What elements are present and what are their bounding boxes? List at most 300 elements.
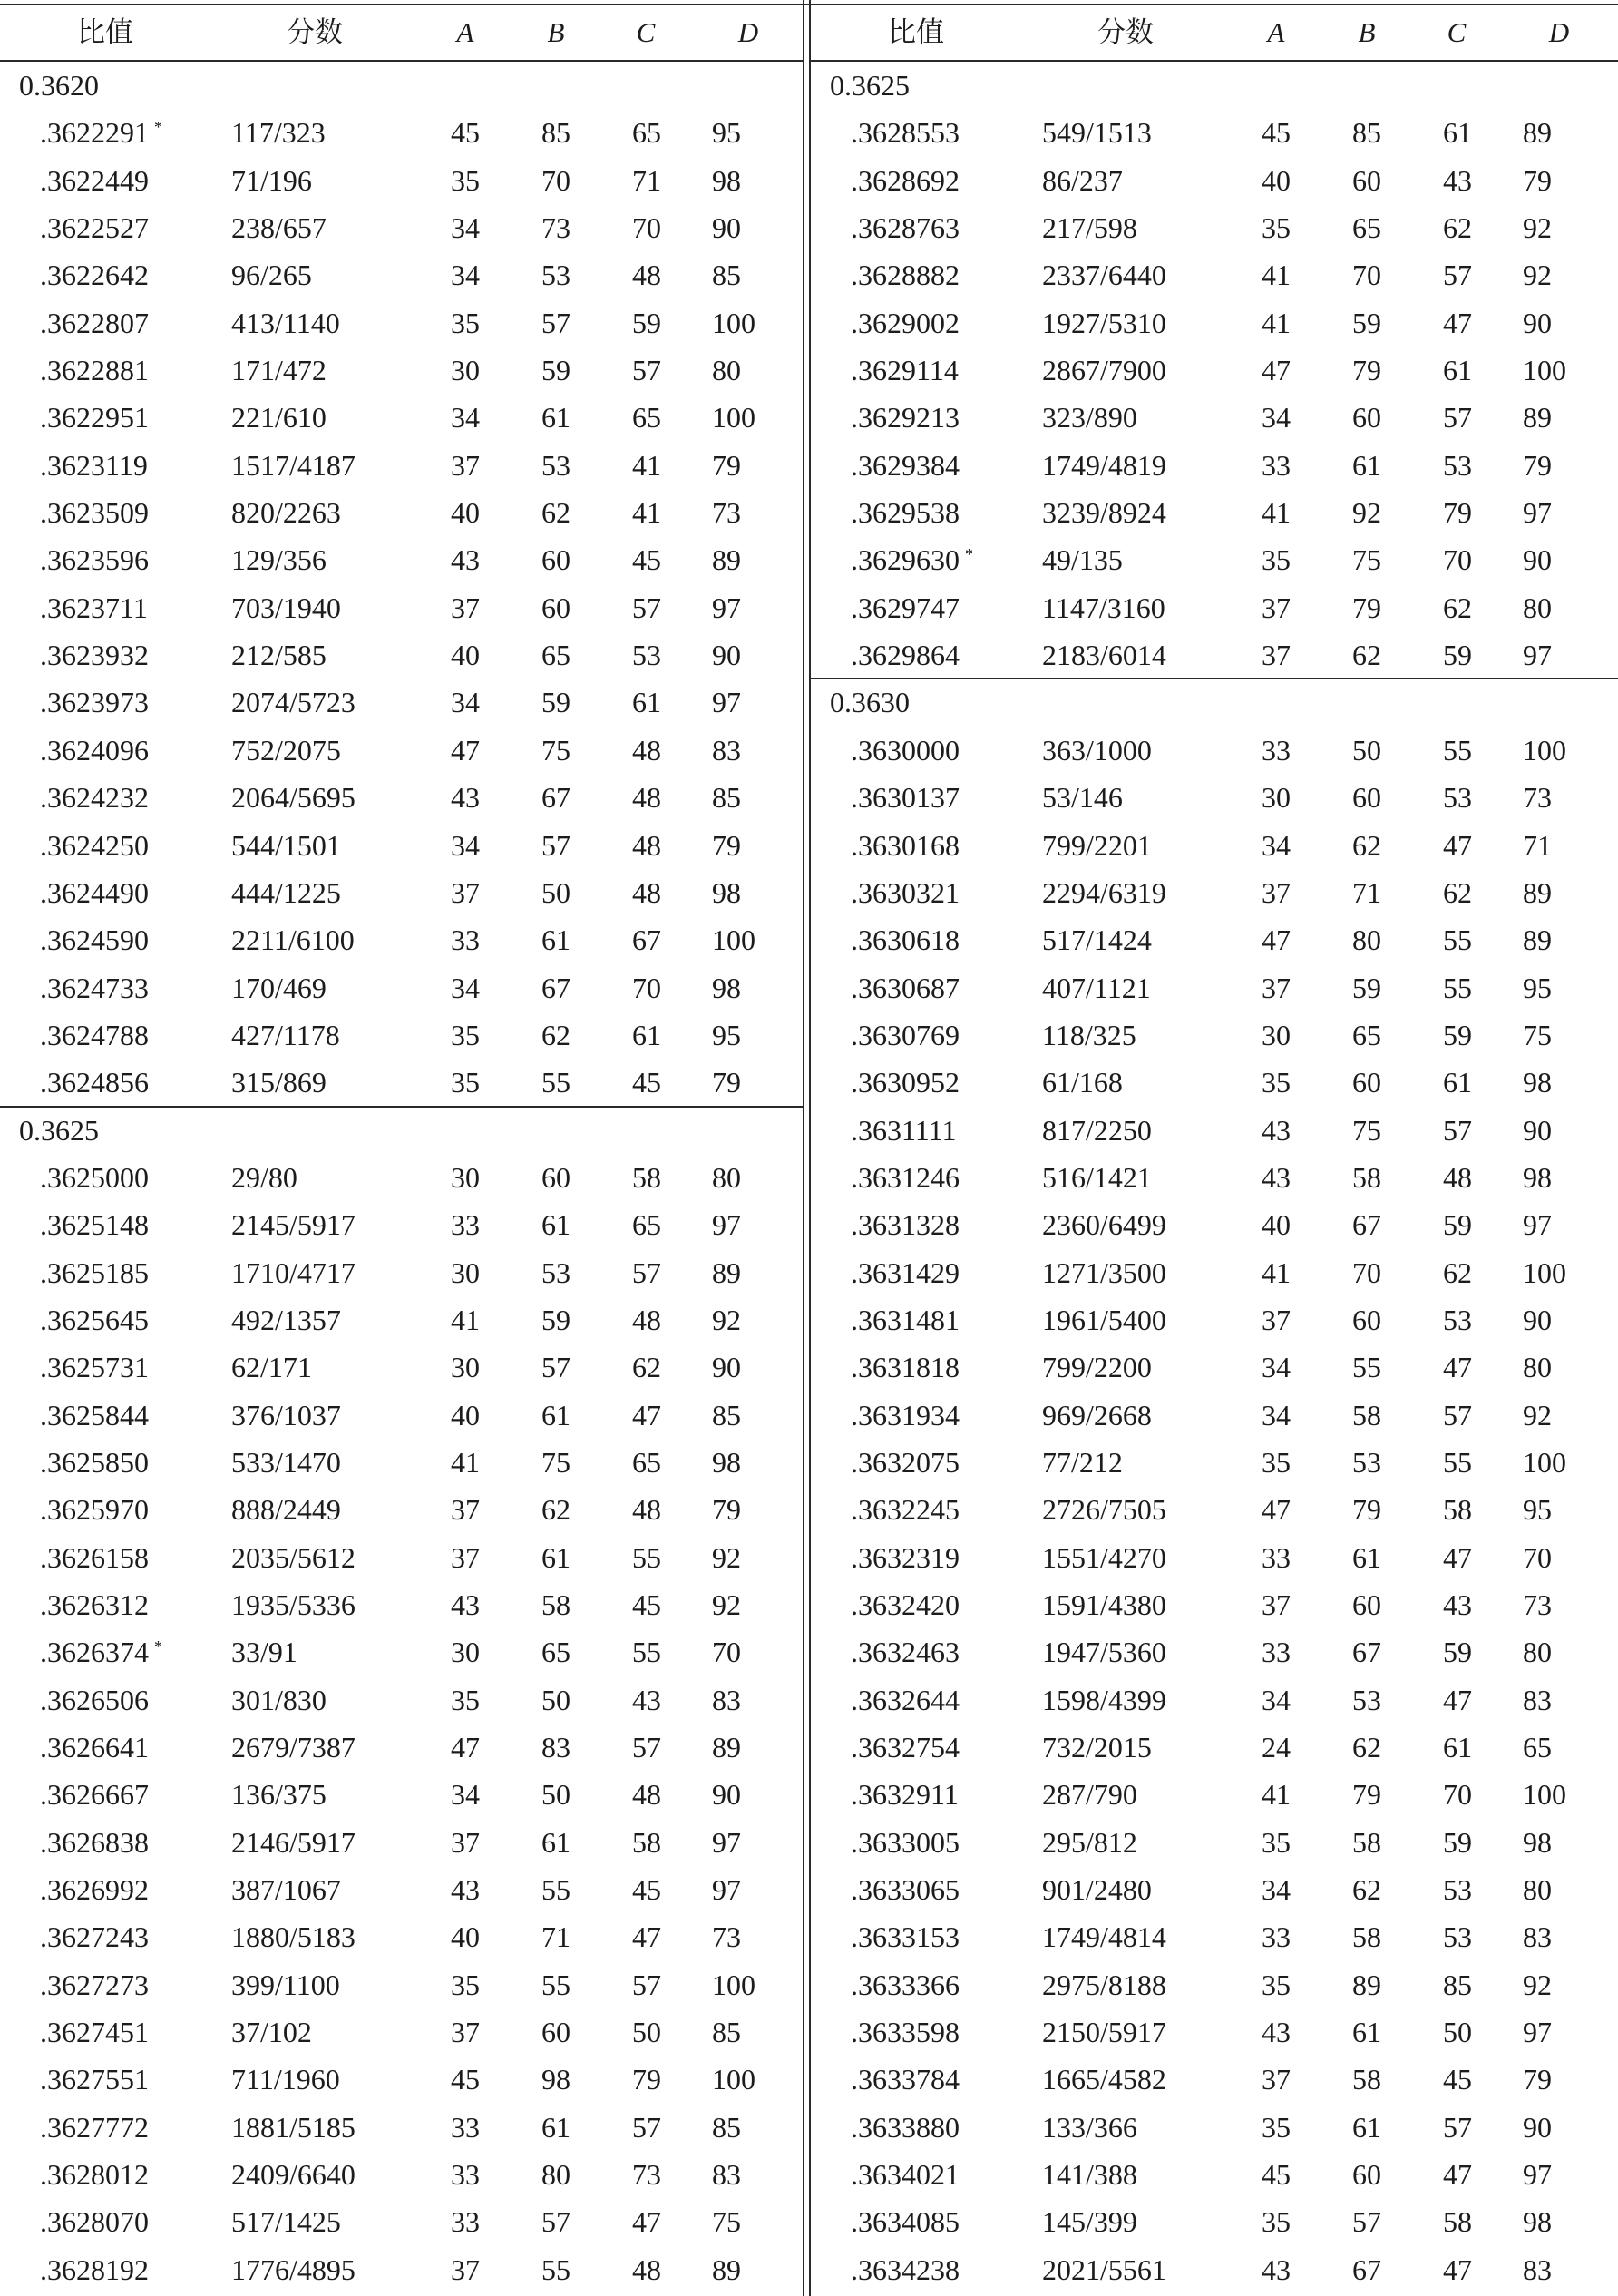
d-cell: 85: [712, 1398, 741, 1431]
ratio-cell: [851, 442, 960, 489]
b-cell: 79: [1352, 591, 1381, 624]
a-cell: 43: [1262, 1160, 1291, 1194]
ratio-cell: [851, 1154, 960, 1201]
ratio-cell: [40, 1392, 149, 1439]
table-row: [0, 869, 803, 916]
c-cell: 67: [632, 923, 661, 957]
d-cell: 100: [712, 2063, 755, 2096]
ratio-value: .3627243: [40, 1920, 149, 1954]
fraction-cell: 136/375: [231, 1778, 327, 1812]
b-cell: 59: [1352, 971, 1381, 1004]
fraction-cell: 62/171: [231, 1351, 312, 1384]
c-cell: 57: [1443, 259, 1472, 292]
c-cell: 48: [632, 875, 661, 909]
b-cell: 60: [541, 1160, 570, 1194]
b-cell: 58: [1352, 1825, 1381, 1859]
ratio-cell: [851, 2056, 960, 2103]
a-cell: 37: [451, 1493, 480, 1527]
a-cell: 37: [451, 2252, 480, 2286]
c-cell: 47: [1443, 1683, 1472, 1716]
a-cell: 33: [1262, 1920, 1291, 1954]
ratio-cell: [851, 1486, 960, 1533]
c-cell: 58: [632, 1160, 661, 1194]
a-cell: 34: [1262, 1873, 1291, 1907]
c-cell: 47: [1443, 2252, 1472, 2286]
c-cell: 47: [1443, 1351, 1472, 1384]
d-cell: 90: [712, 211, 741, 245]
ratio-cell: [851, 1628, 960, 1676]
ratio-cell: [851, 109, 960, 156]
ratio-cell: [40, 916, 149, 963]
a-cell: 35: [451, 163, 480, 197]
ratio-value: .3623509: [40, 496, 149, 530]
c-cell: 47: [1443, 306, 1472, 339]
fraction-cell: 2975/8188: [1042, 1968, 1166, 2001]
ratio-cell: [40, 1913, 149, 1960]
a-cell: 35: [451, 1683, 480, 1716]
ratio-cell: [40, 2008, 149, 2056]
ratio-value: .3629747: [851, 591, 960, 624]
d-cell: 79: [1523, 448, 1552, 482]
a-cell: 35: [1262, 1825, 1291, 1859]
ratio-value: .3628553: [851, 116, 960, 150]
ratio-cell: [851, 822, 960, 869]
d-cell: 80: [1523, 1351, 1552, 1384]
b-cell: 60: [1352, 163, 1381, 197]
b-cell: 61: [541, 1398, 570, 1431]
ratio-cell: [40, 489, 149, 536]
d-cell: 92: [1523, 1968, 1552, 2001]
d-cell: 89: [1523, 401, 1552, 435]
ratio-cell: [851, 1534, 960, 1581]
table-row: [811, 1486, 1618, 1533]
table-row: [811, 869, 1618, 916]
b-cell: 85: [1352, 116, 1381, 150]
ratio-value: .3630687: [851, 971, 960, 1004]
ratio-value: .3625148: [40, 1208, 149, 1242]
table-row: [0, 2104, 803, 2151]
ratio-cell: [40, 157, 149, 204]
b-cell: 57: [541, 306, 570, 339]
c-cell: 57: [632, 1968, 661, 2001]
a-cell: 43: [1262, 2016, 1291, 2049]
table-row: [811, 442, 1618, 489]
ratio-value: .3629384: [851, 448, 960, 482]
b-cell: 62: [1352, 1731, 1381, 1764]
ratio-value: .3622881: [40, 354, 149, 387]
b-cell: 58: [1352, 1160, 1381, 1194]
table-row: [811, 1724, 1618, 1771]
ratio-cell: [40, 1771, 149, 1818]
d-cell: 97: [712, 1208, 741, 1242]
table-row: [811, 1059, 1618, 1106]
ratio-cell: [851, 489, 960, 536]
a-cell: 30: [451, 1636, 480, 1669]
fraction-cell: 703/1940: [231, 591, 341, 624]
ratio-value: .3631328: [851, 1208, 960, 1242]
table-row: [0, 584, 803, 631]
ratio-value: .3629630: [851, 543, 960, 577]
table-row: [0, 1296, 803, 1343]
ratio-cell: [851, 584, 960, 631]
d-cell: 89: [1523, 875, 1552, 909]
table-row: [811, 2008, 1618, 2056]
ratio-cell: [40, 1866, 149, 1913]
b-cell: 60: [1352, 2158, 1381, 2192]
ratio-value: .3622642: [40, 259, 149, 292]
table-row: [811, 822, 1618, 869]
ratio-cell: [40, 1011, 149, 1059]
d-cell: 73: [1523, 1588, 1552, 1621]
table-row: [0, 1201, 803, 1248]
a-cell: 37: [451, 1540, 480, 1574]
ratio-value: .3625185: [40, 1255, 149, 1289]
d-cell: 90: [712, 1778, 741, 1812]
ratio-value: .3629538: [851, 496, 960, 530]
c-cell: 53: [1443, 781, 1472, 815]
d-cell: 100: [1523, 354, 1566, 387]
table-row: [0, 727, 803, 774]
d-cell: 73: [712, 496, 741, 530]
ratio-value: .3627273: [40, 1968, 149, 2001]
a-cell: 35: [1262, 1445, 1291, 1479]
table-row: [0, 536, 803, 583]
d-cell: 89: [712, 1255, 741, 1289]
ratio-cell: [40, 1819, 149, 1866]
ratio-value: .3632420: [851, 1588, 960, 1621]
table-row: [0, 631, 803, 679]
d-cell: 97: [712, 686, 741, 719]
c-cell: 45: [632, 1873, 661, 1907]
section-label-row: [0, 62, 803, 109]
table-row: [0, 2056, 803, 2103]
ratio-cell: [851, 394, 960, 441]
table-row: [0, 964, 803, 1011]
ratio-value: .3622527: [40, 211, 149, 245]
a-cell: 30: [451, 354, 480, 387]
table-row: [811, 1201, 1618, 1248]
a-cell: 37: [1262, 591, 1291, 624]
ratio-value: .3630769: [851, 1018, 960, 1051]
ratio-cell: [40, 347, 149, 394]
c-cell: 57: [1443, 2110, 1472, 2144]
c-cell: 45: [632, 1588, 661, 1621]
c-cell: 61: [632, 686, 661, 719]
b-cell: 61: [1352, 1540, 1381, 1574]
ratio-cell: [851, 1913, 960, 1960]
d-cell: 90: [712, 639, 741, 672]
ratio-cell: [40, 727, 149, 774]
fraction-cell: 86/237: [1042, 163, 1123, 197]
d-cell: 97: [712, 1873, 741, 1907]
ratio-value: .3623973: [40, 686, 149, 719]
ratio-cell: [40, 2151, 149, 2198]
d-cell: 89: [1523, 116, 1552, 150]
ratio-cell: [40, 2056, 149, 2103]
table-row: [0, 822, 803, 869]
ratio-cell: [40, 774, 149, 821]
d-cell: 70: [712, 1636, 741, 1669]
ratio-cell: [851, 1249, 960, 1296]
ratio-cell: [40, 2104, 149, 2151]
ratio-cell: [851, 299, 960, 347]
ratio-value: .3626158: [40, 1540, 149, 1574]
a-cell: 34: [1262, 401, 1291, 435]
header-fraction: 分数: [287, 16, 343, 49]
a-cell: 40: [451, 1920, 480, 1954]
ratio-value: .3631111: [851, 1113, 957, 1147]
b-cell: 71: [1352, 875, 1381, 909]
b-cell: 70: [1352, 259, 1381, 292]
ratio-value: .3630952: [851, 1066, 960, 1099]
b-cell: 50: [541, 875, 570, 909]
b-cell: 61: [541, 1825, 570, 1859]
fraction-cell: 1591/4380: [1042, 1588, 1166, 1621]
table-row: [0, 394, 803, 441]
table-row: [0, 1154, 803, 1201]
d-cell: 83: [1523, 1920, 1552, 1954]
c-cell: 41: [632, 496, 661, 530]
ratio-value: .3626838: [40, 1825, 149, 1859]
ratio-note-mark: *: [965, 545, 973, 564]
a-cell: 35: [451, 1018, 480, 1051]
table-row: [811, 916, 1618, 963]
ratio-cell: [851, 2151, 960, 2198]
b-cell: 59: [541, 686, 570, 719]
ratio-value: .3628692: [851, 163, 960, 197]
ratio-value: .3624232: [40, 781, 149, 815]
ratio-value: .3624490: [40, 875, 149, 909]
ratio-value: .3625000: [40, 1160, 149, 1194]
b-cell: 75: [1352, 1113, 1381, 1147]
b-cell: 67: [1352, 1208, 1381, 1242]
ratio-value: .3632319: [851, 1540, 960, 1574]
d-cell: 83: [1523, 2252, 1552, 2286]
fraction-cell: 901/2480: [1042, 1873, 1152, 1907]
ratio-value: .3634085: [851, 2205, 960, 2239]
d-cell: 98: [1523, 2205, 1552, 2239]
ratio-cell: [851, 916, 960, 963]
fraction-cell: 387/1067: [231, 1873, 341, 1907]
ratio-value: .3633366: [851, 1968, 960, 2001]
ratio-cell: [40, 1534, 149, 1581]
fraction-cell: 295/812: [1042, 1825, 1137, 1859]
d-cell: 80: [1523, 1636, 1552, 1669]
table-row: [811, 1343, 1618, 1391]
d-cell: 95: [712, 1018, 741, 1051]
table-row: [0, 916, 803, 963]
fraction-cell: 1147/3160: [1042, 591, 1165, 624]
ratio-value: .3628070: [40, 2205, 149, 2239]
b-cell: 55: [541, 2252, 570, 2286]
c-cell: 48: [632, 1493, 661, 1527]
ratio-cell: [851, 1676, 960, 1724]
table-row: [0, 489, 803, 536]
fraction-cell: 517/1424: [1042, 923, 1152, 957]
fraction-cell: 427/1178: [231, 1018, 340, 1051]
d-cell: 65: [1523, 1731, 1552, 1764]
ratio-cell: [40, 109, 162, 156]
ratio-cell: [40, 1676, 149, 1724]
b-cell: 89: [1352, 1968, 1381, 2001]
fraction-cell: 2146/5917: [231, 1825, 356, 1859]
fraction-cell: 133/366: [1042, 2110, 1137, 2144]
b-cell: 60: [1352, 1066, 1381, 1099]
d-cell: 73: [712, 1920, 741, 1954]
b-cell: 59: [541, 354, 570, 387]
a-cell: 37: [451, 875, 480, 909]
table-row: [811, 1628, 1618, 1676]
c-cell: 57: [632, 591, 661, 624]
header-d: D: [1548, 16, 1570, 48]
d-cell: 98: [1523, 1825, 1552, 1859]
fraction-cell: 2867/7900: [1042, 354, 1166, 387]
fraction-cell: 2064/5695: [231, 781, 356, 815]
ratio-value: .3632754: [851, 1731, 960, 1764]
table-row: [811, 109, 1618, 156]
section-label: 0.3625: [19, 1113, 99, 1147]
ratio-cell: [851, 2104, 960, 2151]
d-cell: 100: [1523, 1445, 1566, 1479]
ratio-value: .3623932: [40, 639, 149, 672]
ratio-cell: [40, 1581, 149, 1628]
table-row: [0, 1059, 803, 1106]
b-cell: 80: [541, 2158, 570, 2192]
fraction-cell: 141/388: [1042, 2158, 1137, 2192]
fraction-cell: 1927/5310: [1042, 306, 1166, 339]
table-row: [811, 1392, 1618, 1439]
b-cell: 62: [1352, 1873, 1381, 1907]
d-cell: 79: [712, 448, 741, 482]
table-row: [0, 1961, 803, 2008]
left-table: [0, 0, 803, 2294]
c-cell: 48: [632, 1778, 661, 1812]
d-cell: 80: [1523, 591, 1552, 624]
fraction-cell: 212/585: [231, 639, 327, 672]
ratio-cell: [851, 157, 960, 204]
a-cell: 40: [451, 639, 480, 672]
ratio-cell: [851, 964, 960, 1011]
table-row: [0, 1581, 803, 1628]
a-cell: 40: [1262, 1208, 1291, 1242]
d-cell: 97: [1523, 2016, 1552, 2049]
ratio-cell: [40, 1343, 149, 1391]
ratio-cell: [40, 1724, 149, 1771]
ratio-cell: [40, 394, 149, 441]
a-cell: 37: [1262, 875, 1291, 909]
a-cell: 30: [451, 1160, 480, 1194]
table-row: [811, 584, 1618, 631]
left-table-body: [0, 62, 803, 2293]
ratio-cell: [851, 1392, 960, 1439]
table-row: [0, 2246, 803, 2293]
ratio-value: .3624250: [40, 828, 149, 862]
b-cell: 62: [1352, 828, 1381, 862]
fraction-cell: 71/196: [231, 163, 312, 197]
b-cell: 58: [1352, 1920, 1381, 1954]
c-cell: 48: [632, 2252, 661, 2286]
ratio-cell: [40, 536, 149, 583]
header-a: A: [456, 16, 474, 48]
a-cell: 45: [451, 116, 480, 150]
d-cell: 83: [712, 1683, 741, 1716]
header-ratio: 比值: [77, 16, 133, 49]
d-cell: 80: [1523, 1873, 1552, 1907]
c-cell: 85: [1443, 1968, 1472, 2001]
ratio-value: .3630137: [851, 781, 960, 815]
b-cell: 61: [541, 923, 570, 957]
d-cell: 89: [712, 543, 741, 577]
table-row: [811, 536, 1618, 583]
d-cell: 85: [712, 2110, 741, 2144]
b-cell: 67: [541, 781, 570, 815]
table-row: [0, 1819, 803, 1866]
ratio-cell: [851, 727, 960, 774]
fraction-cell: 1935/5336: [231, 1588, 356, 1621]
ratio-value: .3624096: [40, 733, 149, 767]
c-cell: 57: [1443, 401, 1472, 435]
a-cell: 45: [1262, 2158, 1291, 2192]
fraction-cell: 1598/4399: [1042, 1683, 1166, 1716]
c-cell: 61: [1443, 1066, 1472, 1099]
fraction-cell: 516/1421: [1042, 1160, 1152, 1194]
table-row: [0, 1011, 803, 1059]
ratio-value: .3626992: [40, 1873, 149, 1907]
c-cell: 48: [632, 781, 661, 815]
c-cell: 55: [1443, 923, 1472, 957]
a-cell: 35: [1262, 2110, 1291, 2144]
d-cell: 80: [712, 1160, 741, 1194]
fraction-cell: 238/657: [231, 211, 327, 245]
a-cell: 47: [451, 733, 480, 767]
fraction-cell: 799/2200: [1042, 1351, 1152, 1384]
d-cell: 97: [1523, 639, 1552, 672]
c-cell: 62: [632, 1351, 661, 1384]
d-cell: 100: [712, 923, 755, 957]
c-cell: 65: [632, 1208, 661, 1242]
fraction-cell: 1710/4717: [231, 1255, 356, 1289]
a-cell: 35: [451, 306, 480, 339]
table-row: [0, 679, 803, 726]
fraction-cell: 1271/3500: [1042, 1255, 1166, 1289]
a-cell: 33: [1262, 448, 1291, 482]
table-row: [0, 1676, 803, 1724]
b-cell: 61: [1352, 2110, 1381, 2144]
b-cell: 79: [1352, 354, 1381, 387]
ratio-cell: [40, 1961, 149, 2008]
fraction-cell: 49/135: [1042, 543, 1123, 577]
ratio-value: .3622449: [40, 163, 149, 197]
a-cell: 37: [1262, 1303, 1291, 1336]
table-row: [811, 2198, 1618, 2245]
b-cell: 53: [1352, 1445, 1381, 1479]
ratio-cell: [851, 1201, 960, 1248]
c-cell: 43: [632, 1683, 661, 1716]
b-cell: 60: [1352, 1303, 1381, 1336]
c-cell: 61: [1443, 1731, 1472, 1764]
a-cell: 30: [451, 1351, 480, 1384]
section-divider-rule: [811, 678, 1618, 679]
fraction-cell: 2360/6499: [1042, 1208, 1166, 1242]
ratio-value: .3632245: [851, 1493, 960, 1527]
b-cell: 65: [541, 1636, 570, 1669]
a-cell: 41: [1262, 1255, 1291, 1289]
fraction-cell: 2035/5612: [231, 1540, 356, 1574]
section-label-row: [811, 62, 1618, 109]
ratio-cell: [40, 1486, 149, 1533]
d-cell: 92: [712, 1303, 741, 1336]
fraction-cell: 444/1225: [231, 875, 341, 909]
